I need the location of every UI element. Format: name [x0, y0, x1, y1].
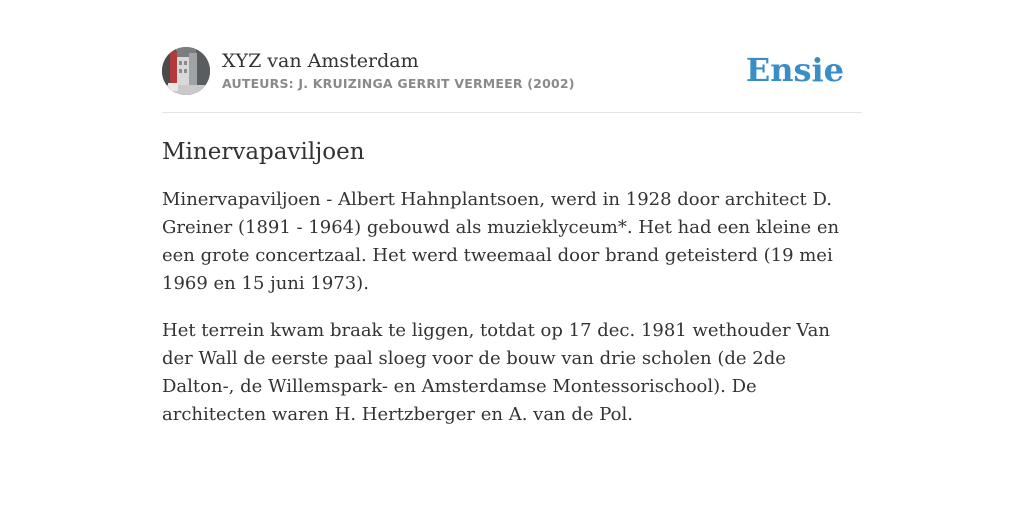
book-title[interactable]: XYZ van Amsterdam: [222, 50, 419, 72]
article-card: [162, 44, 862, 429]
header: [162, 44, 862, 113]
article-paragraph: Het terrein kwam braak te liggen, totdat op 17 dec. 1981 wethouder Van der Wall de eerste paal sloeg voor de bouw van drie scholen (de 2de Dalton-, de Willemspark- en Amsterdamse Montessorischool). De architecten waren H. Hertzberger en A. van de Pol.: [162, 320, 830, 425]
ensie-logo[interactable]: Ensie: [745, 51, 844, 89]
authors-line: AUTEURS: J. KRUIZINGA GERRIT VERMEER (2002): [222, 76, 575, 91]
book-cover-avatar[interactable]: [162, 47, 210, 95]
book-cover-image: [162, 47, 210, 95]
header-text: [222, 51, 746, 91]
article-title: Minervapaviljoen: [162, 139, 365, 165]
article-paragraph: Minervapaviljoen - Albert Hahnplantsoen, werd in 1928 door architect D. Greiner (1891 - 1964) gebouwd als muzieklyceum*. Het had een kleine en een grote concertzaal. Het werd tweemaal door brand geteisterd (19 mei 1969 en 15 juni 1973).: [162, 189, 840, 294]
